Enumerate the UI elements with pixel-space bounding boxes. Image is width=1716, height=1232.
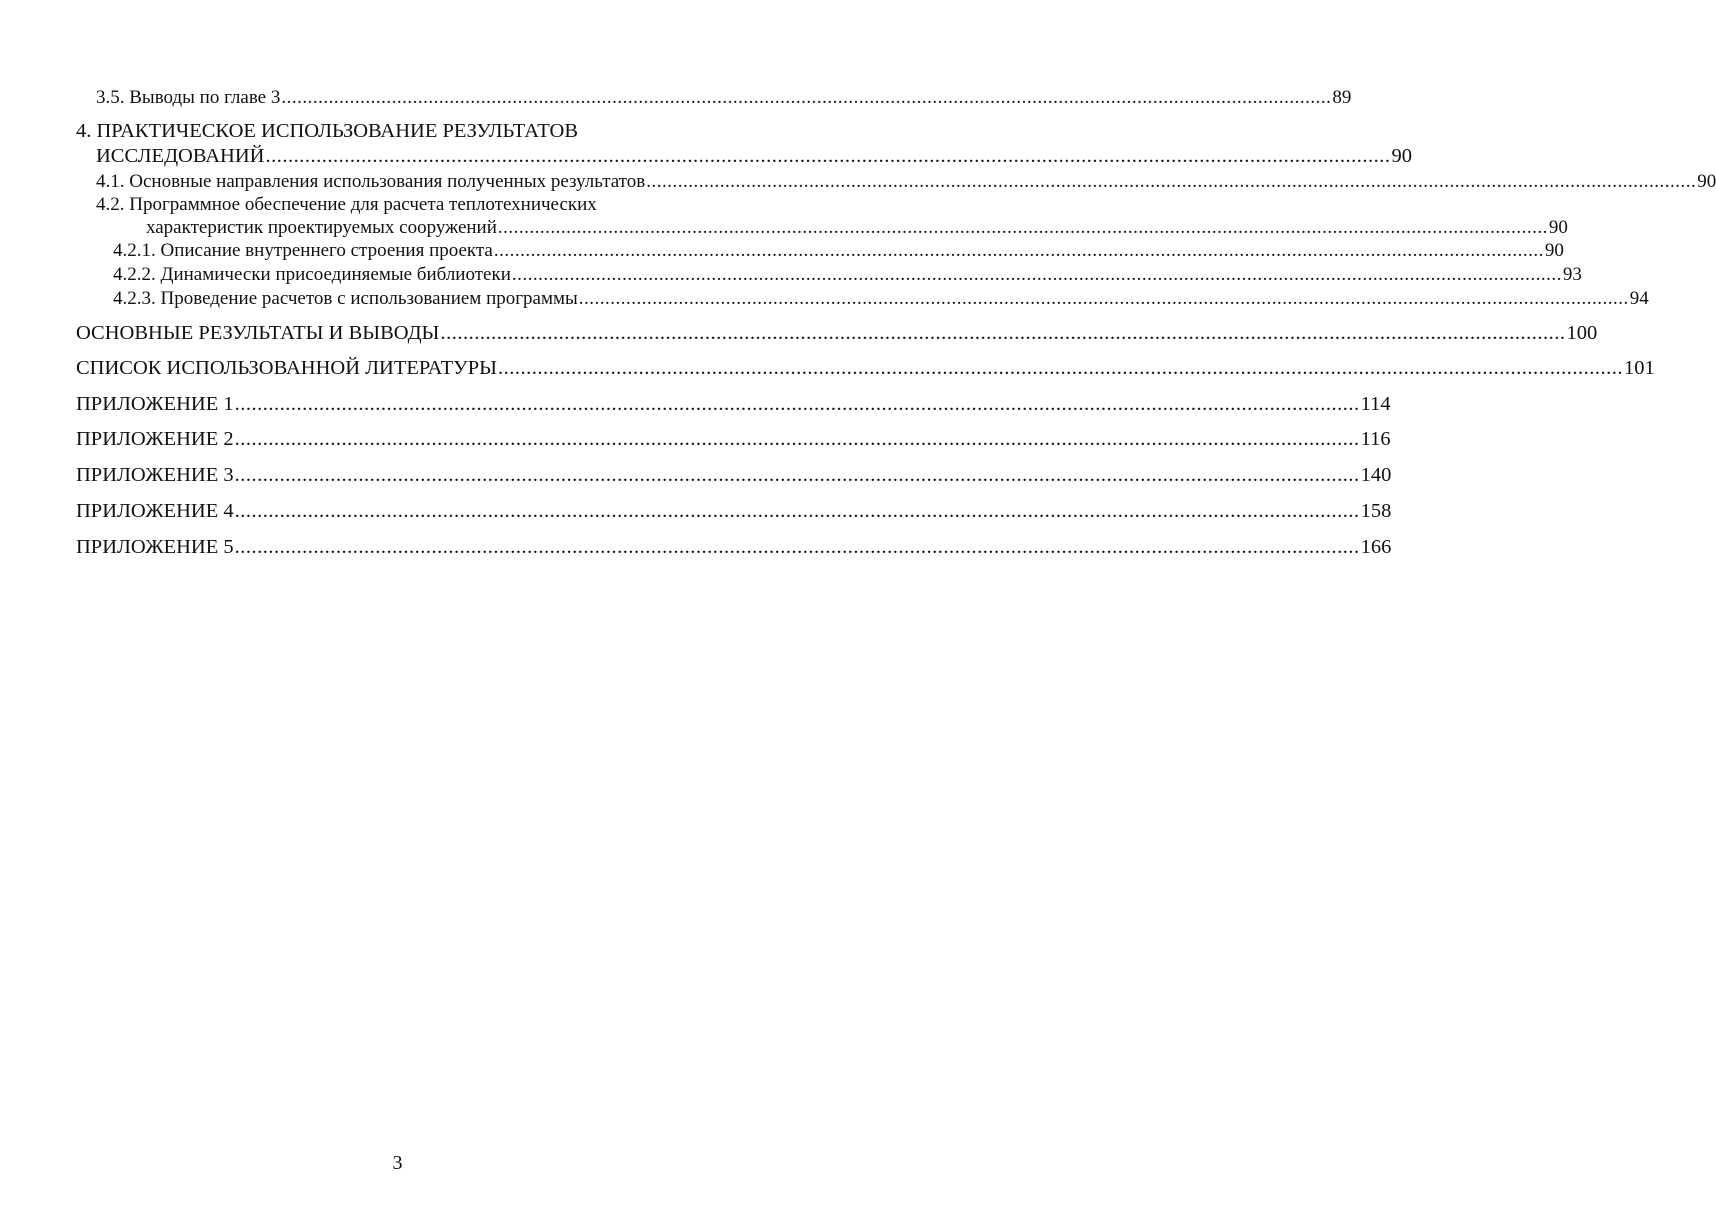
toc-chapter-4-title-line1[interactable]: 4. ПРАКТИЧЕСКОЕ ИСПОЛЬЗОВАНИЕ РЕЗУЛЬТАТОВ (76, 120, 578, 142)
leader-dots: ........................................................................................................................................................................................................ (234, 536, 1360, 558)
toc-entry-label: 4.1. Основные направления использования полученных результатов (96, 171, 646, 192)
toc-entry-appendix-4[interactable] (76, 500, 1392, 522)
page-number: 3 (392, 1152, 403, 1174)
toc-entry-label: СПИСОК ИСПОЛЬЗОВАННОЙ ЛИТЕРАТУРЫ (76, 357, 497, 379)
leader-dots: ........................................................................................................................................................................................................ (578, 288, 1629, 309)
leader-dots: ........................................................................................................................................................................................................ (646, 171, 1697, 192)
toc-entry-4-1[interactable] (96, 171, 1716, 192)
leader-dots: ........................................................................................................................................................................................................ (265, 145, 1391, 167)
toc-entry-appendix-1[interactable] (76, 393, 1391, 415)
toc-entry-page: 90 (1391, 145, 1412, 167)
toc-entry-label: 4.2.1. Описание внутреннего строения проекта (113, 240, 493, 261)
leader-dots: ........................................................................................................................................................................................................ (497, 217, 1548, 238)
toc-entry-appendix-3[interactable] (76, 464, 1392, 486)
toc-entry-label: характеристик проектируемых сооружений (146, 217, 497, 238)
toc-entry-page: 101 (1623, 357, 1655, 379)
toc-entry-label: 3.5. Выводы по главе 3 (96, 87, 281, 108)
toc-entry-page: 90 (1697, 171, 1716, 192)
toc-entry-page: 94 (1629, 288, 1649, 309)
toc-entry-page: 89 (1332, 87, 1352, 108)
toc-entry-page: 114 (1360, 393, 1391, 415)
toc-entry-label: ОСНОВНЫЕ РЕЗУЛЬТАТЫ И ВЫВОДЫ (76, 322, 440, 344)
toc-entry-label: ПРИЛОЖЕНИЕ 1 (76, 393, 234, 415)
leader-dots: ........................................................................................................................................................................................................ (234, 428, 1360, 450)
toc-entry-4-2-line1[interactable]: 4.2. Программное обеспечение для расчета теплотехнических (96, 194, 597, 215)
toc-entry-appendix-5[interactable] (76, 536, 1392, 558)
toc-entry-4-2-3[interactable] (113, 288, 1649, 309)
toc-entry-page: 93 (1562, 264, 1582, 285)
toc-entry-label: ПРИЛОЖЕНИЕ 4 (76, 500, 234, 522)
toc-entry-page: 100 (1566, 322, 1598, 344)
toc-entry-page: 90 (1544, 240, 1564, 261)
leader-dots: ........................................................................................................................................................................................................ (234, 393, 1360, 415)
leader-dots: ........................................................................................................................................................................................................ (281, 87, 1332, 108)
toc-entry-page: 166 (1360, 536, 1392, 558)
leader-dots: ........................................................................................................................................................................................................ (493, 240, 1544, 261)
toc-entry-label: ПРИЛОЖЕНИЕ 5 (76, 536, 234, 558)
toc-entry-label: 4.2.3. Проведение расчетов с использованием программы (113, 288, 578, 309)
toc-entry-page: 90 (1548, 217, 1568, 238)
toc-entry-label: ПРИЛОЖЕНИЕ 2 (76, 428, 234, 450)
toc-entry-chapter-4[interactable] (96, 145, 1412, 167)
toc-entry-page: 158 (1360, 500, 1392, 522)
toc-entry-page: 116 (1360, 428, 1391, 450)
toc-entry-page: 140 (1360, 464, 1392, 486)
toc-entry-results[interactable] (76, 322, 1598, 344)
leader-dots: ........................................................................................................................................................................................................ (440, 322, 1566, 344)
toc-entry-references[interactable] (76, 357, 1655, 379)
toc-entry-appendix-2[interactable] (76, 428, 1391, 450)
toc-entry-4-2[interactable] (146, 217, 1568, 238)
leader-dots: ........................................................................................................................................................................................................ (234, 464, 1360, 486)
toc-entry-4-2-1[interactable] (113, 240, 1564, 261)
toc-entry-3-5[interactable] (96, 87, 1352, 108)
toc-entry-4-2-2[interactable] (113, 264, 1582, 285)
toc-entry-label: ИССЛЕДОВАНИЙ (96, 145, 265, 167)
leader-dots: ........................................................................................................................................................................................................ (511, 264, 1562, 285)
leader-dots: ........................................................................................................................................................................................................ (234, 500, 1360, 522)
toc-entry-label: ПРИЛОЖЕНИЕ 3 (76, 464, 234, 486)
toc-entry-label: 4.2.2. Динамически присоединяемые библиотеки (113, 264, 511, 285)
leader-dots: ........................................................................................................................................................................................................ (497, 357, 1623, 379)
